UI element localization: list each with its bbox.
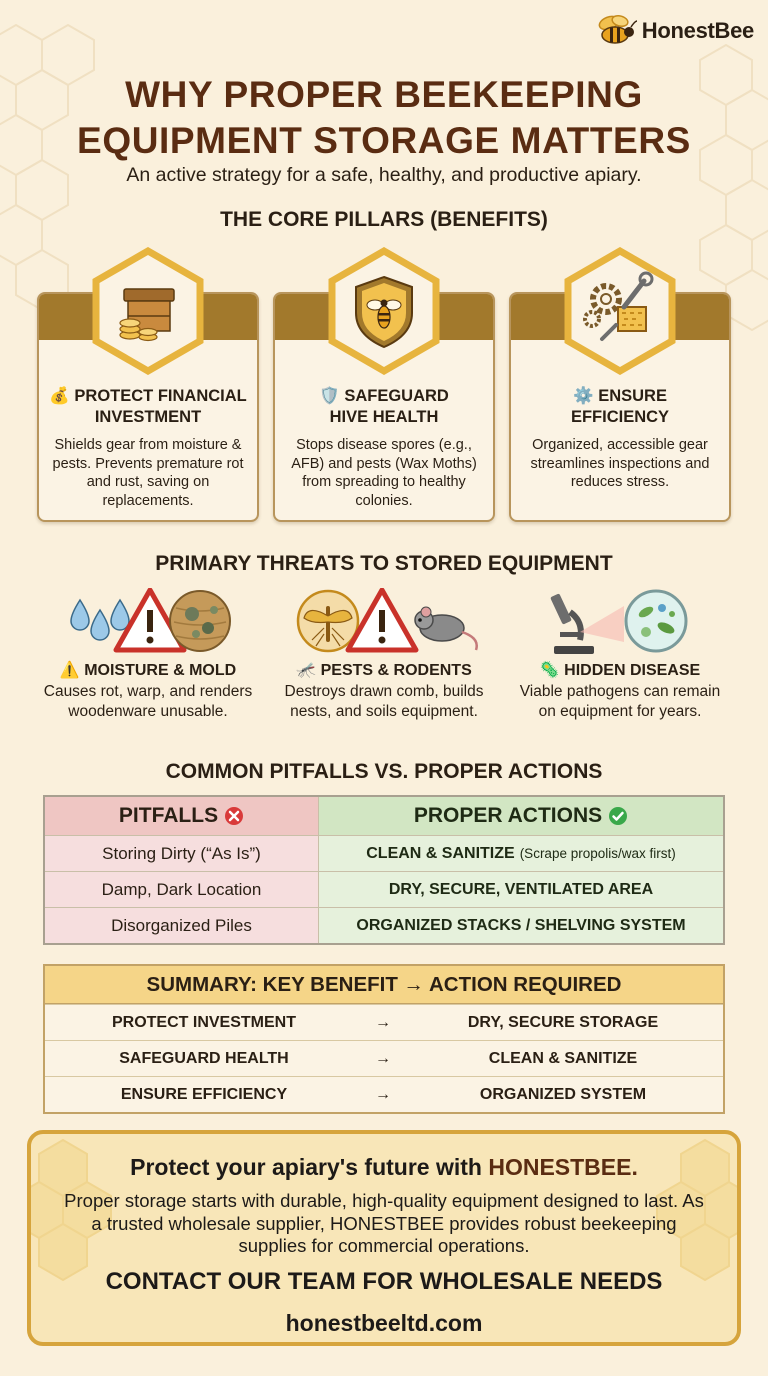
hive-and-coins-icon [90, 247, 206, 375]
pitfalls-table-header [45, 797, 723, 835]
table-row [45, 1004, 723, 1040]
pillar-emoji: 💰 [49, 387, 70, 405]
pitfall-cell: Damp, Dark Location [45, 872, 319, 907]
action-cell: ORGANIZED STACKS / SHELVING SYSTEM [319, 908, 723, 943]
pitfalls-table [43, 795, 725, 945]
pitfall-cell: Disorganized Piles [45, 908, 319, 943]
bee-shield-icon [326, 247, 442, 375]
pillar-title [45, 386, 251, 428]
pillar-card-efficiency [509, 292, 731, 522]
pillar-emoji: ⚙️ [573, 387, 594, 405]
table-row [45, 871, 723, 907]
threat-title [500, 660, 740, 680]
table-row [45, 835, 723, 871]
title-line-1: WHY PROPER BEEKEEPING [125, 74, 643, 115]
pillar-title-line-1: ENSURE [598, 387, 667, 405]
threat-body: Viable pathogens can remain on equipment for years. [519, 683, 721, 720]
moth-warning-rat-icon [264, 588, 504, 658]
pillar-title-line-1: PROTECT FINANCIAL [74, 387, 247, 405]
cta-panel [27, 1130, 741, 1346]
pillars-heading: THE CORE PILLARS (BENEFITS) [220, 208, 548, 231]
action-cell [319, 836, 723, 871]
pitfalls-column-header [45, 797, 319, 835]
threats-heading: PRIMARY THREATS TO STORED EQUIPMENT [155, 552, 613, 575]
action-cell: DRY, SECURE, VENTILATED AREA [319, 872, 723, 907]
summary-heading: SUMMARY: KEY BENEFIT → ACTION REQUIRED [45, 966, 723, 1004]
pitfall-cell: Storing Dirty (“As Is”) [45, 836, 319, 871]
actions-column-header [319, 797, 723, 835]
cta-body: Proper storage starts with durable, high-quality equipment designed to last. As a trusted wholesale supplier, HONESTBEE provides robust beekeeping supplies for commercial operations. [64, 1190, 704, 1256]
microscope-pathogen-icon [500, 588, 740, 658]
bee-icon [596, 14, 638, 48]
summary-benefit: SAFEGUARD HEALTH [119, 1050, 289, 1067]
pillar-card-financial [37, 292, 259, 522]
threat-title-text: MOISTURE & MOLD [84, 662, 237, 679]
brand-logo[interactable] [596, 14, 754, 48]
website-link[interactable]: honestbeeltd.com [285, 1310, 483, 1336]
threat-title [264, 660, 504, 680]
gears-and-tools-icon [562, 247, 678, 375]
actions-header-label: PROPER ACTIONS [413, 804, 603, 827]
arrow-right-icon: → [375, 1050, 391, 1067]
contact-cta[interactable]: CONTACT OUR TEAM FOR WHOLESALE NEEDS [105, 1268, 663, 1295]
summary-action: DRY, SECURE STORAGE [467, 1014, 659, 1031]
cta-title-brand: HONESTBEE. [488, 1154, 638, 1180]
pillar-title [281, 386, 487, 428]
pitfalls-heading: COMMON PITFALLS VS. PROPER ACTIONS [165, 760, 603, 783]
threat-title-text: PESTS & RODENTS [320, 662, 472, 679]
pillar-title-line-2: HIVE HEALTH [329, 408, 439, 426]
pitfalls-header-label: PITFALLS [118, 804, 219, 827]
pillar-title-line-1: SAFEGUARD [344, 387, 449, 405]
pillar-title-line-2: EFFICIENCY [570, 408, 670, 426]
threat-body: Causes rot, warp, and renders woodenware unusable. [43, 683, 253, 720]
cta-title-prefix: Protect your apiary's future with [130, 1154, 482, 1180]
pillar-body: Shields gear from moisture & pests. Prevents premature rot and rust, saving on replacements. [52, 437, 244, 509]
table-row [45, 1076, 723, 1112]
pillar-emoji: 🛡️ [319, 387, 340, 405]
x-circle-icon [224, 806, 244, 826]
cta-title [31, 1154, 737, 1181]
threat-emoji: ⚠️ [59, 662, 80, 679]
pillar-card-health [273, 292, 495, 522]
check-circle-icon [608, 806, 628, 826]
summary-benefit: ENSURE EFFICIENCY [120, 1086, 288, 1103]
summary-action: ORGANIZED SYSTEM [479, 1086, 647, 1103]
threat-moisture [28, 588, 268, 748]
summary-benefit: PROTECT INVESTMENT [111, 1014, 296, 1031]
pillar-title [517, 386, 723, 428]
threat-emoji: 🦟 [296, 662, 317, 679]
brand-name: HonestBee [641, 18, 754, 43]
arrow-right-icon: → [375, 1014, 391, 1031]
table-row [45, 1040, 723, 1076]
pillar-body: Organized, accessible gear streamlines inspections and reduces stress. [530, 437, 710, 490]
action-note: (Scrape propolis/wax first) [519, 846, 676, 861]
threat-emoji: 🦠 [539, 662, 560, 679]
summary-action: CLEAN & SANITIZE [488, 1050, 638, 1067]
arrow-right-icon: → [375, 1086, 391, 1103]
page-title [0, 72, 768, 164]
action-text: CLEAN & SANITIZE [366, 844, 515, 862]
pillar-body: Stops disease spores (e.g., AFB) and pests (Wax Moths) from spreading to healthy colonies. [291, 437, 477, 509]
table-row [45, 907, 723, 943]
title-line-2: EQUIPMENT STORAGE MATTERS [77, 120, 691, 161]
threat-title [28, 660, 268, 680]
summary-table [43, 964, 725, 1114]
pillar-title-line-2: INVESTMENT [94, 408, 202, 426]
threat-disease [500, 588, 740, 748]
page-subtitle: An active strategy for a safe, healthy, and productive apiary. [126, 164, 642, 186]
threat-pests [264, 588, 504, 748]
threat-body: Destroys drawn comb, builds nests, and soils equipment. [284, 683, 484, 720]
water-drops-warning-mold-icon [28, 588, 268, 658]
threat-title-text: HIDDEN DISEASE [564, 662, 701, 679]
